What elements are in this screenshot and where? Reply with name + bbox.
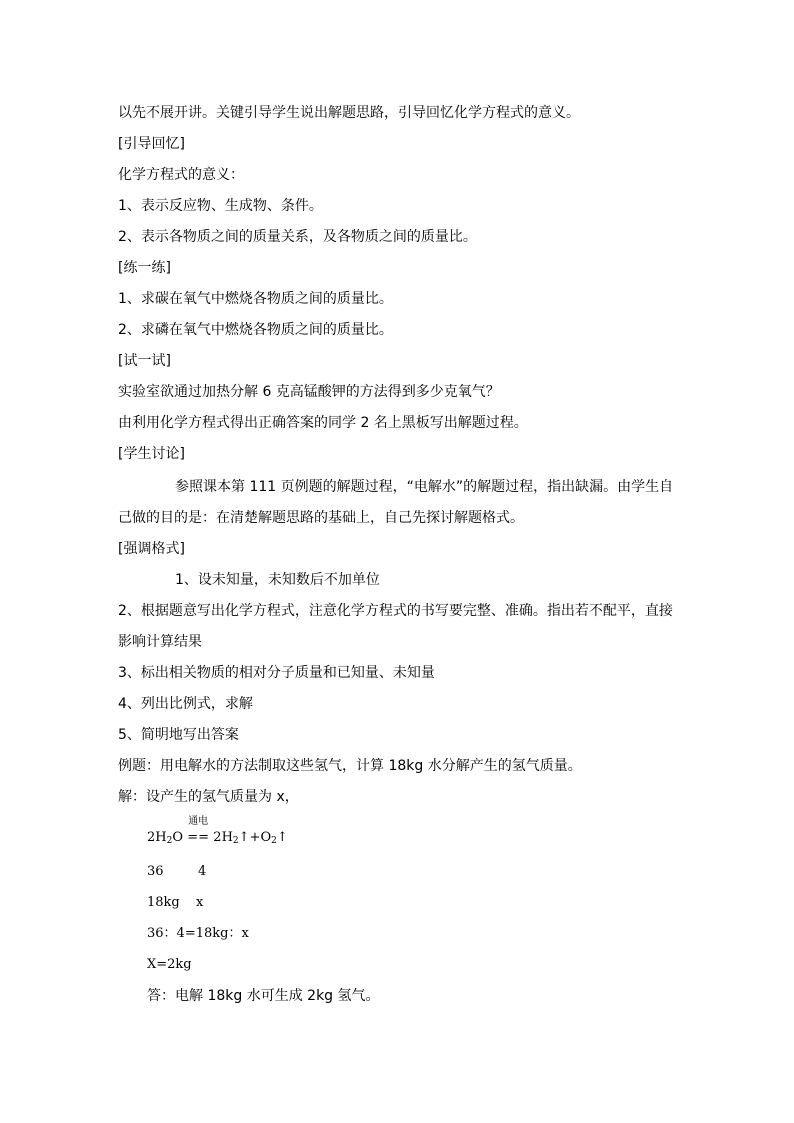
section-heading-format: [强调格式] (118, 541, 185, 557)
text-line-intro: 以先不展开讲。关键引导学生说出解题思路，引导回忆化学方程式的意义。 (118, 105, 580, 121)
section-heading-review: [引导回忆] (118, 136, 185, 152)
section-heading-try: [试一试] (118, 353, 171, 369)
list-item-practice-2: 2、求磷在氧气中燃烧各物质之间的质量比。 (118, 322, 393, 338)
reaction-condition: 通电 == (187, 816, 210, 845)
list-item-format-2: 2、根据题意写出化学方程式，注意化学方程式的书写要完整、准确。指出若不配平，直接 (118, 603, 673, 619)
result-line: X=2kg (147, 957, 192, 972)
text-line-try-board: 由利用化学方程式得出正确答案的同学 2 名上黑板写出解题过程。 (118, 415, 528, 431)
list-item-format-4: 4、列出比例式，求解 (118, 696, 253, 712)
chemical-equation: $2H_2O$ 通电 == $2H_2↑+O_2↑$ (147, 816, 288, 846)
text-line-discussion-2: 己做的目的是：在清楚解题思路的基础上，自己先探讨解题格式。 (118, 510, 524, 526)
text-line-meaning-title: 化学方程式的意义： (118, 167, 244, 183)
list-item-practice-1: 1、求碳在氧气中燃烧各物质之间的质量比。 (118, 291, 393, 307)
text-line-solution: 解：设产生的氢气质量为 x， (118, 789, 299, 805)
section-heading-discussion: [学生讨论] (118, 446, 185, 462)
list-item-format-5: 5、简明地写出答案 (118, 727, 239, 743)
given-row: 18kg x (147, 895, 204, 910)
text-line-example: 例题：用电解水的方法制取这些氢气，计算 18kg 水分解产生的氢气质量。 (118, 758, 582, 774)
list-item-meaning-2: 2、表示各物质之间的质量关系，及各物质之间的质量比。 (118, 229, 477, 245)
text-line-discussion-1: 参照课本第 111 页例题的解题过程，“电解水”的解题过程，指出缺漏。由学生自 (175, 479, 674, 495)
text-line-try-question: 实验室欲通过加热分解 6 克高锰酸钾的方法得到多少克氧气？ (118, 384, 500, 400)
list-item-format-2-cont: 影响计算结果 (118, 634, 202, 650)
list-item-format-1: 1、设未知量，未知数后不加单位 (175, 572, 380, 588)
mass-row: 36 4 (147, 864, 207, 879)
section-heading-practice: [练一练] (118, 260, 171, 276)
ratio-line: 36：4=18kg：x (147, 926, 249, 941)
list-item-meaning-1: 1、表示反应物、生成物、条件。 (118, 198, 323, 214)
answer-line: 答：电解 18kg 水可生成 2kg 氢气。 (147, 988, 380, 1004)
list-item-format-3: 3、标出相关物质的相对分子质量和已知量、未知量 (118, 665, 435, 681)
